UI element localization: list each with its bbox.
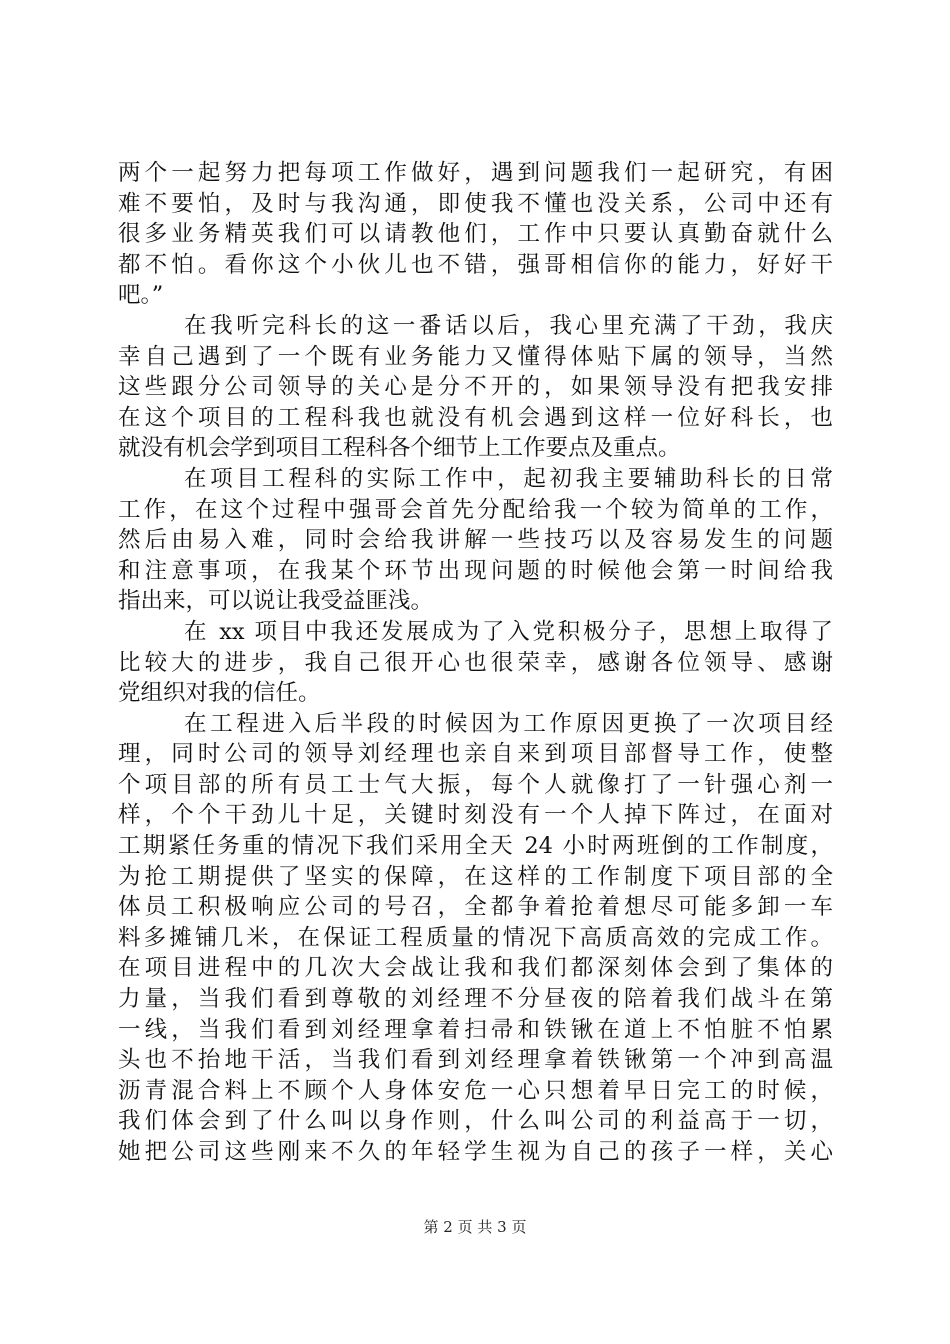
text-line: 工期紧任务重的情况下我们采用全天 24 小时两班倒的工作制度， — [118, 833, 833, 860]
text-line: 头也不抬地干活，当我们看到刘经理拿着铁锹第一个冲到高温 — [118, 1047, 833, 1074]
text-line: 吧。” — [118, 282, 164, 309]
text-line: 然后由易入难，同时会给我讲解一些技巧以及容易发生的问题 — [118, 527, 833, 554]
text-line: 两个一起努力把每项工作做好，遇到问题我们一起研究，有困 — [118, 160, 833, 186]
document-body — [118, 158, 833, 1168]
text-line: 样，个个干劲儿十足，关键时刻没有一个人掉下阵过，在面对 — [118, 802, 833, 829]
text-line: 我们体会到了什么叫以身作则，什么叫公司的利益高于一切， — [118, 1108, 833, 1135]
text-line: 指出来，可以说让我受益匪浅。 — [118, 588, 434, 615]
text-line: 在项目工程科的实际工作中，起初我主要辅助科长的日常 — [184, 465, 833, 492]
text-line: 为抢工期提供了坚实的保障，在这样的工作制度下项目部的全 — [118, 863, 833, 890]
text-line: 幸自己遇到了一个既有业务能力又懂得体贴下属的领导，当然 — [118, 343, 833, 370]
text-line: 在项目进程中的几次大会战让我和我们都深刻体会到了集体的 — [118, 955, 833, 982]
text-line: 在这个项目的工程科我也就没有机会遇到这样一位好科长，也 — [118, 404, 833, 431]
text-line: 一线，当我们看到刘经理拿着扫帚和铁锹在道上不怕脏不怕累 — [118, 1016, 833, 1043]
text-line: 沥青混合料上不顾个人身体安危一心只想着早日完工的时候， — [118, 1077, 833, 1104]
text-line: 难不要怕，及时与我沟通，即使我不懂也没关系，公司中还有 — [118, 190, 833, 217]
text-line: 在工程进入后半段的时候因为工作原因更换了一次项目经 — [184, 710, 833, 737]
text-line: 在我听完科长的这一番话以后，我心里充满了干劲，我庆 — [184, 312, 833, 339]
page-footer: 第 2 页 共 3 页 — [423, 1218, 527, 1236]
text-line: 很多业务精英我们可以请教他们，工作中只要认真勤奋就什么 — [118, 221, 833, 248]
text-line: 和注意事项，在我某个环节出现问题的时候他会第一时间给我 — [118, 557, 833, 584]
text-line: 党组织对我的信任。 — [118, 680, 321, 707]
text-line: 料多摊铺几米，在保证工程质量的情况下高质高效的完成工作。 — [118, 924, 833, 951]
text-line: 理，同时公司的领导刘经理也亲自来到项目部督导工作，使整 — [118, 741, 833, 768]
text-line: 体员工积极响应公司的号召，全都争着抢着想尽可能多卸一车 — [118, 894, 833, 921]
text-line: 她把公司这些刚来不久的年轻学生视为自己的孩子一样，关心 — [118, 1139, 833, 1165]
text-line: 就没有机会学到项目工程科各个细节上工作要点及重点。 — [118, 435, 681, 462]
text-line: 力量，当我们看到尊敬的刘经理不分昼夜的陪着我们战斗在第 — [118, 986, 833, 1013]
text-line: 都不怕。看你这个小伙儿也不错，强哥相信你的能力，好好干 — [118, 251, 833, 278]
text-line: 工作，在这个过程中强哥会首先分配给我一个较为简单的工作， — [118, 496, 833, 523]
text-line: 个项目部的所有员工士气大振，每个人就像打了一针强心剂一 — [118, 771, 833, 798]
text-line: 比较大的进步，我自己很开心也很荣幸，感谢各位领导、感谢 — [118, 649, 833, 676]
text-line: 在 xx 项目中我还发展成为了入党积极分子，思想上取得了 — [184, 618, 833, 645]
text-line: 这些跟分公司领导的关心是分不开的，如果领导没有把我安排 — [118, 374, 833, 401]
